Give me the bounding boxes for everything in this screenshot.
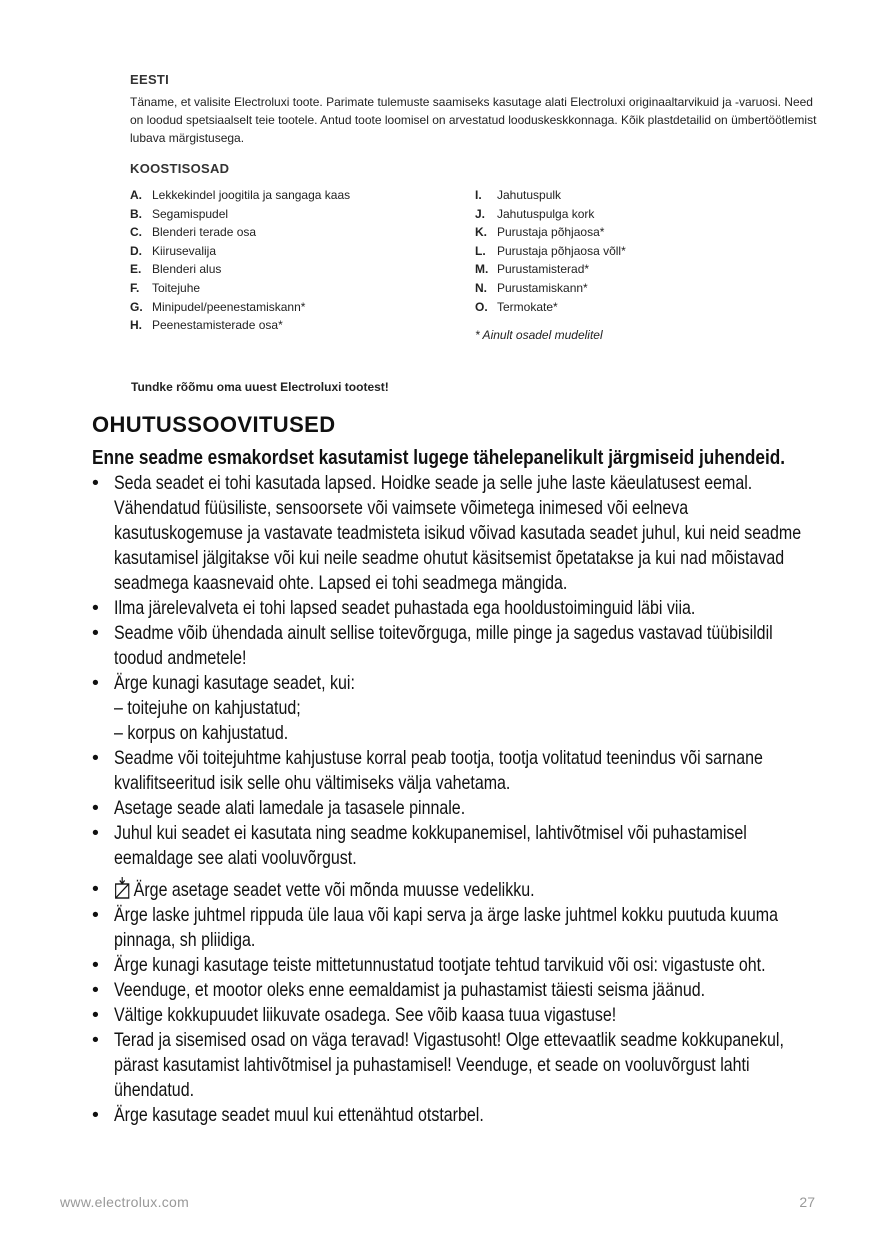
safety-rule: • Terad ja sisemised osad on väga teravad! Vigastusoht! Olge ettevaatlik seadme kokkupanekul, pärast kasutamist lahtivõtmisel ja puhastamisel! Veenduge, et seade on vooluvõrgust lahti ühendatud. (92, 1029, 784, 1101)
components-list (130, 186, 820, 342)
safety-rule: • Seadme võib ühendada ainult sellise toitevõrguga, mille pinge ja sagedus vastavad tüübisildil toodud andmetele! (92, 622, 773, 669)
safety-rule: • Juhul kui seadet ei kasutata ning seadme kokkupanemisel, lahtivõtmisel või puhastamisel eemaldage see alati vooluvõrgust. (92, 822, 747, 869)
safety-rule: • Ilma järelevalveta ei tohi lapsed seadet puhastada ega hooldustoiminguid läbi viia. (92, 597, 696, 619)
component-item: E. Blenderi alus (130, 262, 222, 277)
bullet: • (92, 797, 99, 819)
bullet: • (92, 672, 99, 694)
bullet: • (92, 979, 99, 1001)
safety-rule-water: • Ärge asetage seadet vette või mõnda muusse vedelikku. (92, 878, 535, 901)
safety-rule: • Ärge laske juhtmel rippuda üle laua või kapi serva ja ärge laske juhtmel kokku puutuda kuuma pinnaga, sh pliidiga. (92, 904, 778, 951)
component-item: C. Blenderi terade osa (130, 225, 257, 240)
safety-section (92, 412, 812, 1128)
enjoy-product-text: Tundke rõõmu oma uuest Electroluxi tootest! (131, 380, 389, 394)
bullet: • (92, 622, 99, 644)
component-item: N. Purustamiskann* (475, 280, 588, 295)
safety-rule: • Seda seadet ei tohi kasutada lapsed. Hoidke seade ja selle juhe laste käeulatusest eemal. Vähendatud füüsiliste, sensoorsete või vaimsete võimetega inimesed või eelneva kasutuskogemuse ja vastavate teadmisteta isikud võivad kasutada seadet juhul, kui neid seadme kasutamisel jälgitakse või kui neile seadme ohutut käsitsemist õpetatakse ja kui nad mõistavad seadmega kaasnevaid ohte. Lapsed ei tohi seadmega mängida. (92, 472, 802, 594)
safety-rule: • Ärge kunagi kasutage teiste mittetunnustatud tootjate tehtud tarvikuid või osi: vigastuste oht. (92, 954, 766, 976)
bullet: • (92, 904, 99, 926)
bullet: • (92, 1104, 99, 1126)
bullet: • (92, 822, 99, 844)
component-item: F. Toitejuhe (130, 280, 201, 295)
safety-rule: • Vältige kokkupuudet liikuvate osadega. See võib kaasa tuua vigastuse! (92, 1004, 617, 1026)
components-column-left (130, 186, 475, 342)
safety-rule: • Ärge kasutage seadet muul kui ettenähtud otstarbel. (92, 1104, 484, 1126)
bullet: • (92, 1004, 99, 1026)
safety-rule: • Veenduge, et mootor oleks enne eemaldamist ja puhastamist täiesti seisma jäänud. (92, 979, 706, 1001)
component-item: H. Peenestamisterade osa* (130, 318, 283, 333)
component-item: K. Purustaja põhjaosa* (475, 225, 605, 240)
no-immersion-icon (114, 877, 132, 899)
components-column-right (475, 186, 820, 342)
component-item: A. Lekkekindel joogitila ja sangaga kaas (130, 188, 351, 202)
bullet: • (92, 1029, 99, 1051)
safety-rule: • Asetage seade alati lamedale ja tasasele pinnale. (92, 797, 466, 819)
intro-paragraph: Täname, et valisite Electroluxi toote. Parimate tulemuste saamiseks kasutage alati Electroluxi originaaltarvikuid ja -varuosi. Need on loodud spetsiaalselt teie tootele. Antud toote loomisel on arvestatud looduskeskkonnaga. Kõik plastdetailid on ümbertöötlemist lubava märgistusega. (130, 95, 817, 145)
component-item: D. Kiirusevalija (130, 243, 217, 258)
page-number: 27 (799, 1194, 815, 1210)
models-footnote: * Ainult osadel mudelitel (475, 328, 603, 343)
component-item: O. Termokate* (475, 299, 558, 314)
language-heading: EESTI (130, 72, 170, 87)
bullet: • (92, 597, 99, 619)
safety-subtitle: Enne seadme esmakordset kasutamist lugege tähelepanelikult järgmiseid juhendeid. (92, 447, 786, 469)
safety-rules-list (92, 471, 812, 1128)
component-item: M. Purustamisterad* (475, 262, 590, 277)
components-heading: KOOSTISOSAD (130, 161, 230, 176)
component-item: I. Jahutuspulk (475, 188, 562, 202)
component-item: B. Segamispudel (130, 206, 229, 221)
footer-website-link[interactable]: www.electrolux.com (60, 1194, 190, 1210)
component-item: J. Jahutuspulga kork (475, 206, 595, 221)
bullet: • (92, 954, 99, 976)
safety-rule: • Seadme või toitejuhtme kahjustuse korral peab tootja, tootja volitatud teenindus või sarnane kvalifitseeritud isik selle ohu vältimiseks välja vahetama. (92, 747, 763, 794)
intro-section (130, 72, 820, 342)
component-item: L. Purustaja põhjaosa võll* (475, 243, 626, 258)
bullet: • (92, 472, 99, 494)
safety-title: OHUTUSSOOVITUSED (92, 412, 336, 437)
bullet: • (92, 747, 99, 769)
safety-rule-damage: • Ärge kunagi kasutage seadet, kui: – toitejuhe on kahjustatud; – korpus on kahjustatud. (92, 672, 355, 744)
component-item: G. Minipudel/peenestamiskann* (130, 299, 306, 314)
bullet: • (92, 878, 99, 900)
